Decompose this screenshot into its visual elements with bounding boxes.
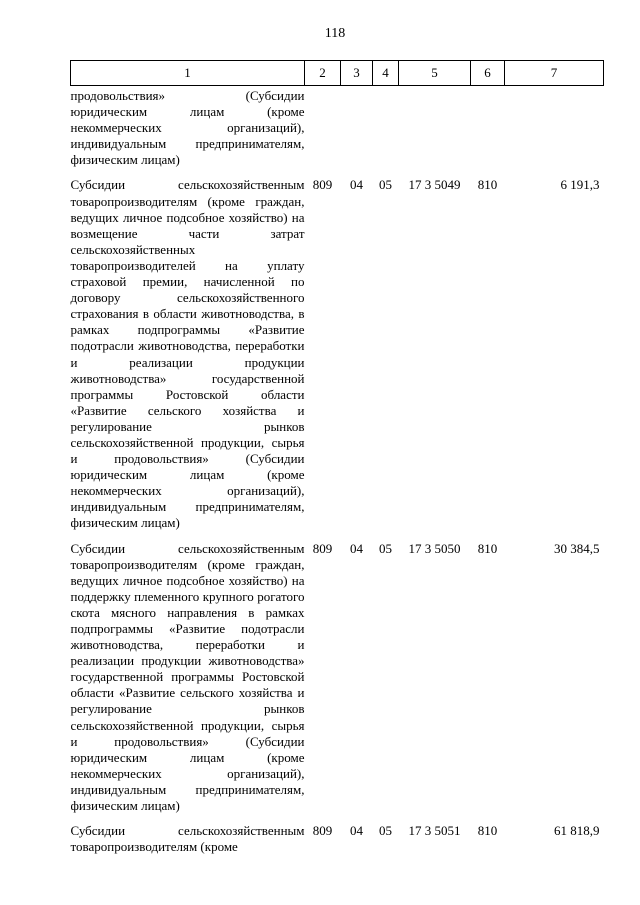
page-number: 118	[324, 26, 346, 41]
target-article-code: 17 3 5050	[408, 540, 461, 556]
budget-table	[70, 60, 604, 855]
row-description: продовольствия» (Субсидии юридическим лицам (кроме некоммерческих организаций), индивидуальным предпринимателям, физическим лицам)	[70, 88, 305, 168]
expense-type-code: 810	[477, 823, 498, 839]
amount: 30 384,5	[554, 540, 600, 556]
row-description: Субсидии сельскохозяйственным товаропроизводителям (кроме граждан, ведущих личное подсобное хозяйство) на поддержку племенного крупного рогатого скота мясного направления в рамках подпрограммы «Развитие подотрасли животноводства, переработки и реализации продукции животноводства» государственной программы Ростовской области «Развитие сельского хозяйства и регулирование рынков сельскохозяйственной продукции, сырья и продовольствия» (Субсидии юридическим лицам (кроме некоммерческих организаций), индивидуальным предпринимателям, физическим лицам)	[70, 540, 305, 814]
table-row	[71, 541, 604, 824]
table-row	[71, 823, 604, 855]
subsection-code: 05	[379, 177, 392, 193]
header-col-5: 5	[399, 61, 471, 86]
row-description: Субсидии сельскохозяйственным товаропроизводителям (кроме	[70, 823, 305, 855]
section-code: 04	[350, 177, 363, 193]
table-row	[71, 86, 604, 178]
amount: 6 191,3	[560, 177, 600, 193]
header-col-1: 1	[71, 61, 305, 86]
ministry-code: 809	[312, 823, 333, 839]
target-article-code: 17 3 5051	[408, 823, 461, 839]
expense-type-code: 810	[477, 540, 498, 556]
subsection-code: 05	[379, 540, 392, 556]
subsection-code: 05	[379, 823, 392, 839]
target-article-code: 17 3 5049	[408, 177, 461, 193]
ministry-code: 809	[312, 540, 333, 556]
header-col-3: 3	[341, 61, 373, 86]
header-col-7: 7	[505, 61, 604, 86]
amount: 61 818,9	[554, 823, 600, 839]
row-description: Субсидии сельскохозяйственным товаропроизводителям (кроме граждан, ведущих личное подсобное хозяйство) на возмещение части затрат сельскохозяйственных товаропроизводителей на уплату страховой премии, начисленной по договору сельскохозяйственного страхования в области животноводства, в рамках подпрограммы «Развитие подотрасли животноводства, переработки и реализации продукции животноводства» государственной программы Ростовской области «Развитие сельского хозяйства и регулирование рынков сельскохозяйственной продукции, сырья и продовольствия» (Субсидии юридическим лицам (кроме некоммерческих организаций), индивидуальным предпринимателям, физическим лицам)	[70, 177, 305, 531]
ministry-code: 809	[312, 177, 333, 193]
header-col-2: 2	[305, 61, 341, 86]
section-code: 04	[350, 540, 363, 556]
section-code: 04	[350, 823, 363, 839]
table-row	[71, 177, 604, 540]
header-col-6: 6	[471, 61, 505, 86]
table-header-row	[71, 61, 604, 86]
header-col-4: 4	[373, 61, 399, 86]
expense-type-code: 810	[477, 177, 498, 193]
